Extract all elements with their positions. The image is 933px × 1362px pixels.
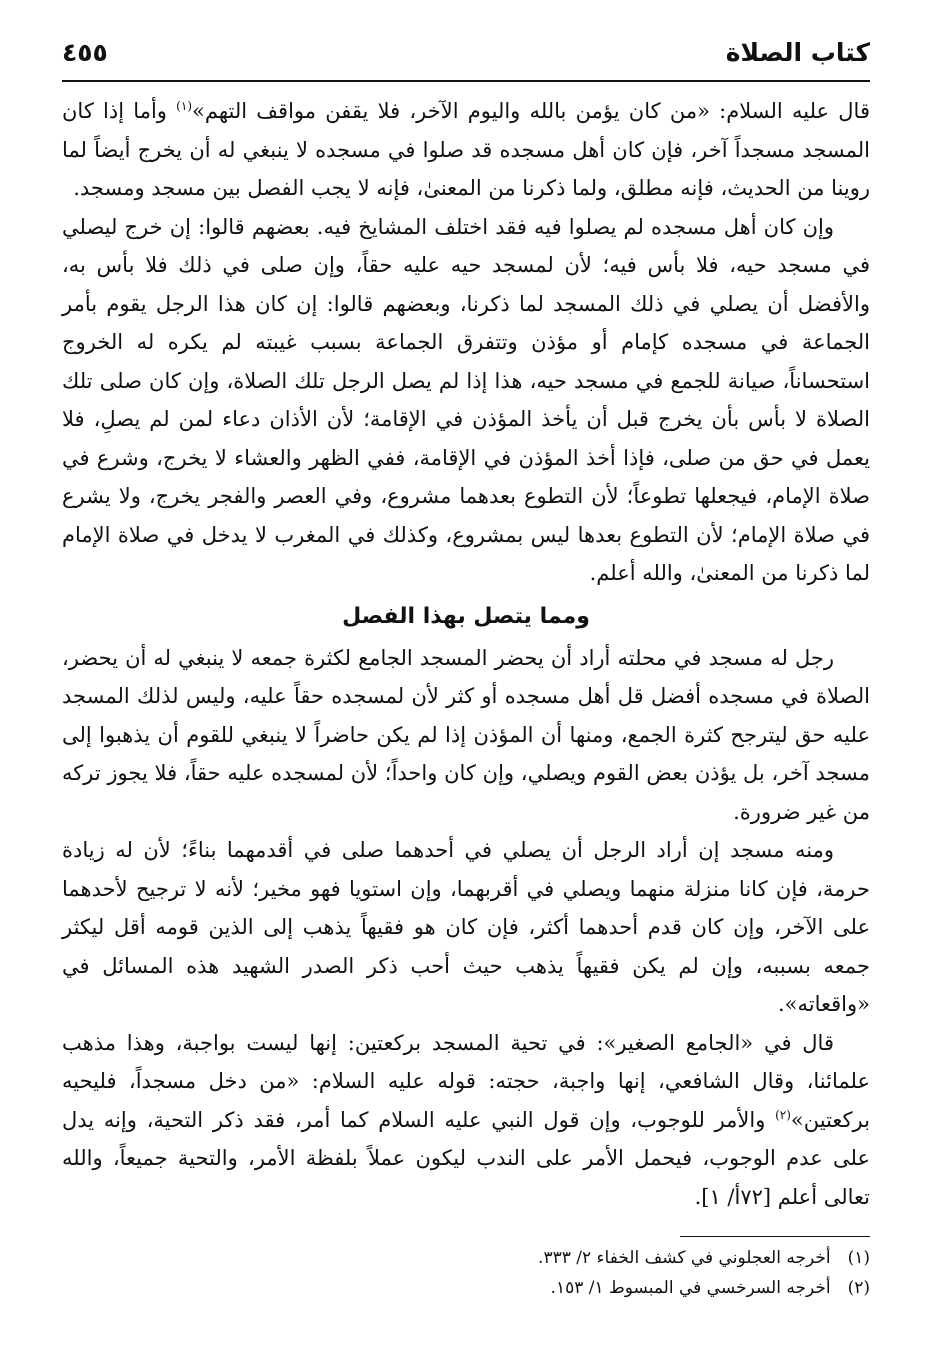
footnote-reference: (٢): [775, 1107, 791, 1122]
footnote: [62, 1243, 870, 1273]
footnote-divider: [680, 1236, 870, 1237]
paragraph-text: والأمر للوجوب، وإن قول النبي عليه السلام كما أمر، فقد ذكر التحية، وإنه يدل على عدم الوجوب، فيحمل الأمر على الندب ليكون عملاً بلفظة الأمر، والتحية جميعاً، والله تعالى أعلم [٧٢أ/ ١].: [62, 1107, 870, 1209]
footnote-number: (٢): [847, 1278, 870, 1298]
footnote: [62, 1273, 870, 1303]
footnote-number: (١): [847, 1248, 870, 1268]
document-page: [62, 28, 870, 1303]
paragraph: رجل له مسجد في محلته أراد أن يحضر المسجد الجامع لكثرة جمعه لا ينبغي له أن يحضر، الصلاة في مسجده أفضل قل أهل مسجده أو كثر لأن لمسجده حقاً عليه، وليس لذلك المسجد عليه حق ليترجح كثرة الجمع، ومنها أن المؤذن إذا لم يكن حاضراً لا ينبغي للقوم أن يذهبوا إلى مسجد آخر، بل يؤذن بعض القوم ويصلي، وإن كان واحداً؛ لأن لمسجده عليه حقاً، فلا يجوز تركه من غير ضرورة.: [62, 645, 870, 824]
book-title: كتاب الصلاة: [725, 38, 870, 67]
paragraph: ومنه مسجد إن أراد الرجل أن يصلي في أحدهما صلى في أقدمهما بناءً؛ لأن له زيادة حرمة، فإن كانا منزلة منهما ويصلي في أقربهما، وإن استويا فهو مخير؛ لأنه لا ترجيح لأحدهما على الآخر، وإن كان قدم أحدهما أكثر، فإن كان هو فقيهاً يذهب إلى الذين قومه أقل ليكثر جمعه بسببه، وإن لم يكن فقيهاً يذهب حيث أحب ذكر الصدر الشهيد هذه المسائل في «واقعاته».: [62, 838, 870, 1016]
main-text: [62, 92, 870, 1216]
footnote-reference: (١): [176, 99, 192, 113]
paragraph: وإن كان أهل مسجده لم يصلوا فيه فقد اختلف المشايخ فيه. بعضهم قالوا: إن خرج ليصلي في مسجد حيه، فلا بأس فيه؛ لأن لمسجد حيه عليه حقاً، وإن صلى في ذلك فلا بأس به، والأفضل أن يصلي في ذلك المسجد لما ذكرنا، وبعضهم قالوا: إن كان هذا الرجل يقوم بأمر الجماعة في مسجده كإمام أو مؤذن وتتفرق الجماعة بسبب غيبته لم يكره له الخروج استحساناً، صيانة للجمع في مسجد حيه، هذا إذا لم يصل الرجل تلك الصلاة، وإن كان صلى تلك الصلاة لا بأس بأن يخرج قبل أن يأخذ المؤذن في الإقامة؛ لأن الأذان دعاء لمن لم يصلِ، فلا يعمل في حق من صلى، فإذا أخذ المؤذن في الإقامة، ففي الظهر والعشاء لا يخرج، وشرع في صلاة الإمام، فيجعلها تطوعاً؛ لأن التطوع بعدهما مشروع، وفي العصر والفجر يخرج، ولا يشرع في صلاة الإمام؛ لأن التطوع بعدها ليس بمشروع، وكذلك في المغرب لا يدخل في صلاة الإمام لما ذكرنا من المعنىٰ، والله أعلم.: [62, 214, 870, 585]
page-number: ٤٥٥: [62, 38, 108, 67]
footnotes: [62, 1243, 870, 1303]
paragraph-text: وأما إذا كان المسجد مسجداً آخر، فإن كان أهل مسجده قد صلوا في مسجده لا ينبغي له أن يخرج أيضاً لما روينا من الحديث، فإنه مطلق، ولما ذكرنا من المعنىٰ، فإنه لا يجب الفصل بين مسجد ومسجد.: [62, 99, 870, 200]
paragraph-text: قال عليه السلام: «من كان يؤمن بالله واليوم الآخر، فلا يقفن مواقف التهم»: [192, 99, 870, 123]
paragraph-text: قال في «الجامع الصغير»: في تحية المسجد بركعتين: إنها ليست بواجبة، وهذا مذهب علمائنا، وقال الشافعي، إنها واجبة، حجته: قوله عليه السلام: «من دخل مسجداً، فليحيه بركعتين»: [62, 1030, 870, 1132]
footnote-text: أخرجه السرخسي في المبسوط ١/ ١٥٣.: [550, 1278, 831, 1298]
footnote-text: أخرجه العجلوني في كشف الخفاء ٢/ ٣٣٣.: [538, 1248, 831, 1268]
page-header: [62, 28, 870, 82]
section-heading: ومما يتصل بهذا الفصل: [342, 603, 590, 629]
paragraph: [62, 1024, 870, 1217]
paragraph: [62, 92, 870, 208]
